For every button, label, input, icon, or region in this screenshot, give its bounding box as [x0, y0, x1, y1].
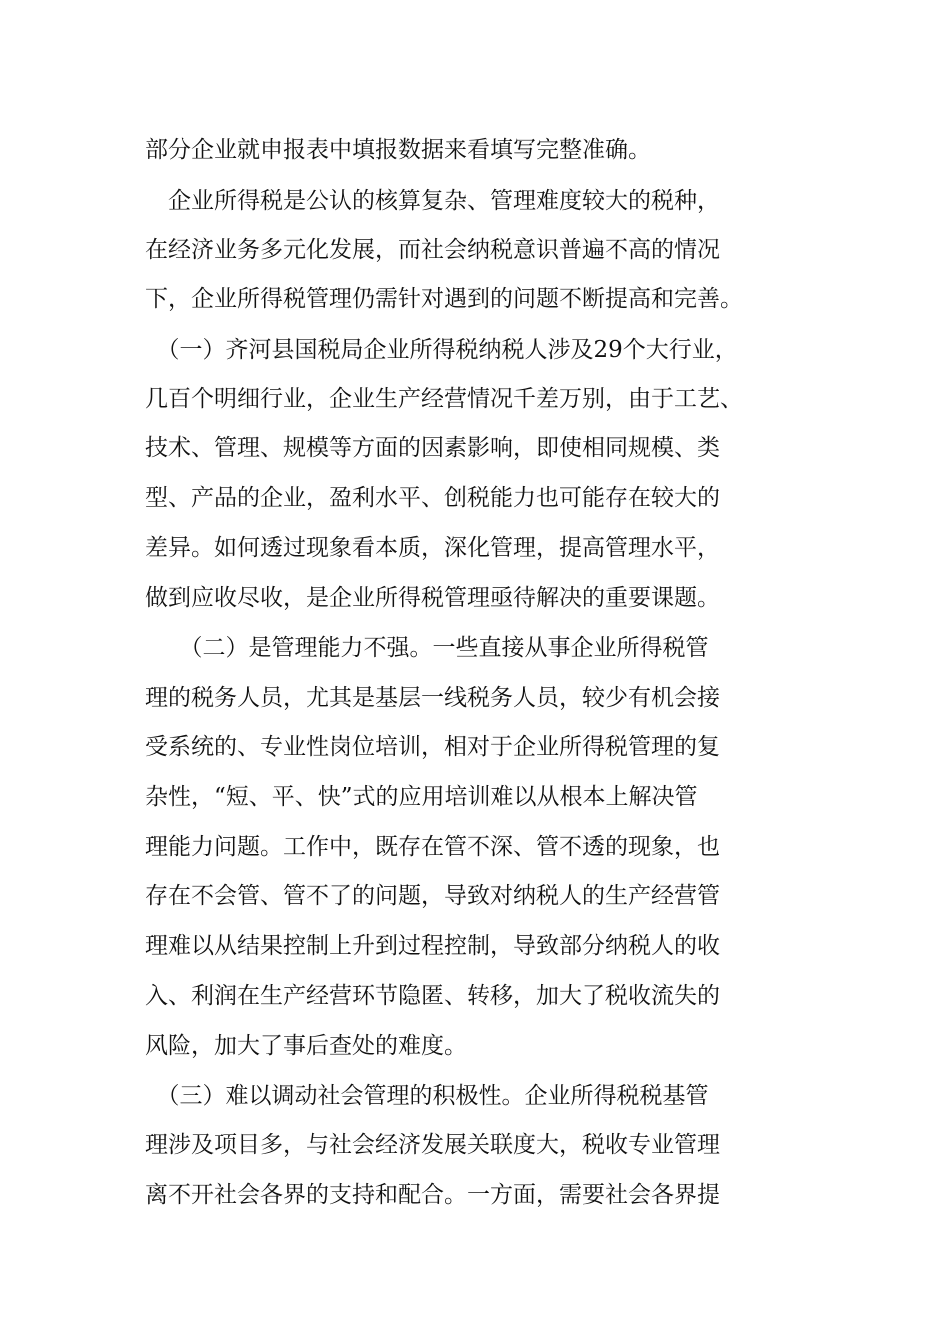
text-line: 下，企业所得税管理仍需针对遇到的问题不断提高和完善。	[145, 286, 743, 312]
text-line: 理能力问题。工作中，既存在管不深、管不透的现象，也	[145, 834, 720, 860]
text-line: （一）齐河县国税局企业所得税纳税人涉及29个大行业，	[145, 337, 738, 363]
text-line: 部分企业就申报表中填报数据来看填写完整准确。	[145, 137, 651, 163]
text-line: （二）是管理能力不强。一些直接从事企业所得税管	[145, 635, 709, 661]
text-line: 差异。如何透过现象看本质，深化管理，提高管理水平，	[145, 535, 720, 561]
text-line: 风险，加大了事后查处的难度。	[145, 1033, 467, 1059]
text-line: 杂性，“短、平、快”式的应用培训难以从根本上解决管	[145, 784, 698, 810]
text-line: 离不开社会各界的支持和配合。一方面，需要社会各界提	[145, 1182, 720, 1208]
text-line: 入、利润在生产经营环节隐匿、转移，加大了税收流失的	[145, 983, 720, 1009]
text-line: 企业所得税是公认的核算复杂、管理难度较大的税种，	[145, 188, 720, 214]
text-line: 受系统的、专业性岗位培训，相对于企业所得税管理的复	[145, 734, 720, 760]
text-line: 在经济业务多元化发展，而社会纳税意识普遍不高的情况	[145, 237, 720, 263]
text-line: 理涉及项目多，与社会经济发展关联度大，税收专业管理	[145, 1132, 720, 1158]
text-line: （三）难以调动社会管理的积极性。企业所得税税基管	[145, 1083, 709, 1109]
text-line: 理的税务人员，尤其是基层一线税务人员，较少有机会接	[145, 685, 720, 711]
text-line: 理难以从结果控制上升到过程控制，导致部分纳税人的收	[145, 933, 720, 959]
text-line: 型、产品的企业，盈利水平、创税能力也可能存在较大的	[145, 485, 720, 511]
text-line: 做到应收尽收，是企业所得税管理亟待解决的重要课题。	[145, 585, 720, 611]
text-line: 几百个明细行业，企业生产经营情况千差万别，由于工艺、	[145, 386, 743, 412]
text-line: 存在不会管、管不了的问题，导致对纳税人的生产经营管	[145, 883, 720, 909]
text-line: 技术、管理、规模等方面的因素影响，即使相同规模、类	[145, 435, 720, 461]
